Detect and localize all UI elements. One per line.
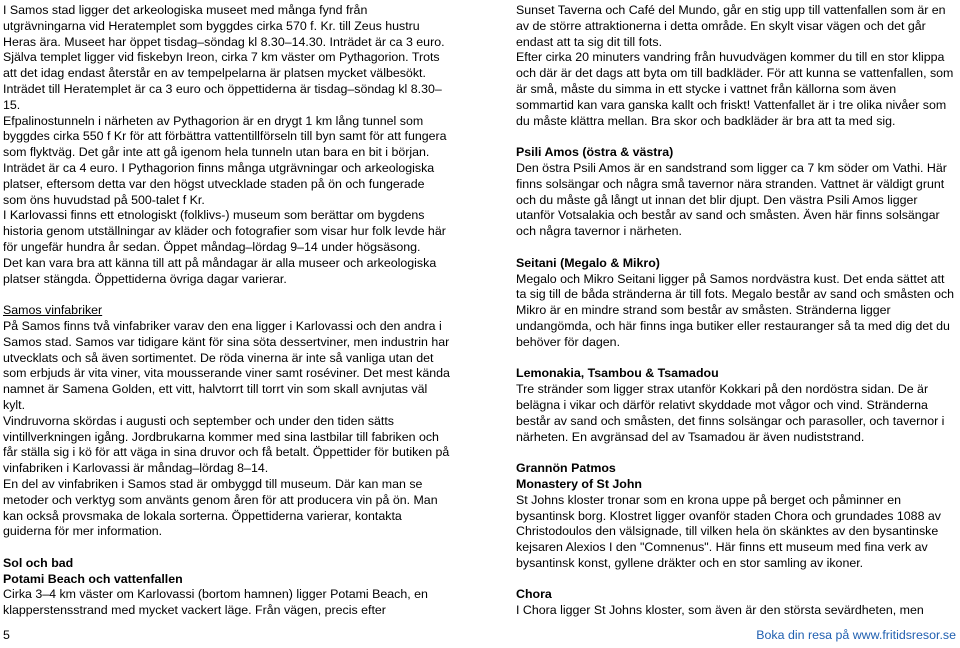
- lemonakia-paragraph: Tre stränder som ligger strax utanför Kokkari på den nordöstra sidan. De är belägna i vikar och därför relativt skyddade mot vågor och vind. Stränderna består av sand och småsten, det finns solsängar och parasoller, och tavernor i närheten. En avgränsad del av Tsamadou är även nudiststrand.: [516, 382, 945, 444]
- seitani-paragraph: Megalo och Mikro Seitani ligger på Samos nordvästra kust. Det enda sättet att ta sig till de båda stränderna är till fots. Megalo består av sand och småsten och Mikro är en mindre strand som består av småsten. Stränderna ligger undangömda, och här finns inga butiker eller restauranger så ta med dig det du behöver för dagen.: [516, 271, 955, 349]
- sun-and-beach-heading: Sol och bad: [3, 555, 74, 570]
- right-column: [516, 3, 956, 619]
- potami-paragraph: Cirka 3–4 km väster om Karlovassi (bortom hamnen) ligger Potami Beach, en klapperstensstrand med mycket vackert läge. Från vägen, precis efter: [3, 587, 428, 618]
- psili-amos-paragraph: Den östra Psili Amos är en sandstrand som ligger ca 7 km söder om Vathi. Här finns solsängar och några små tavernor nära stranden. Vattnet är väldigt grunt och du måste gå långt ut innan det blir djupt. Den västra Psili Amos ligger utanför Votsalakia och består av sand och småsten. Även här finns solsängar och några tavernor i närheten.: [516, 160, 947, 239]
- monastery-paragraph: St Johns kloster tronar som en krona uppe på berget och påminner en bysantinsk borg. Klostret ligger ovanför staden Chora och grundades 1088 av Christodoulos den välsignade, till vilken hela ön skänktes av den bysantinske kejsaren Alexios I den "Comnenus". Här finns ett museum med fina verk av bysantinsk konst, gyllene dräkter och en stor samling av ikoner.: [516, 492, 941, 570]
- spacer: [516, 240, 956, 256]
- harvest-paragraph: Vindruvorna skördas i augusti och september och under den tiden sätts vintillverkningen igång. Jordbrukarna kommer med sina lastbilar till fabriken och får ställa sig i kö för att väga in sina druvor och få betalt. Öppettider för butiken på vinfabriken i Karlovassi är måndag–lördag 8–14.: [3, 413, 450, 476]
- spacer: [516, 129, 956, 145]
- left-column: [3, 3, 450, 619]
- museum-paragraph: I Samos stad ligger det arkeologiska museet med många fynd från utgrävningarna vid Heratemplet som byggdes cirka 570 f. Kr. till Zeus hustru Heras ära. Museet har öppet tisdag–söndag kl 8.30–14.30. Inträdet är ca 3 euro. Själva templet ligger vid fiskebyn Ireon, cirka 7 km väster om Pythagorion. Trots att det idag endast återstår en av tempelpelarna är platsen mycket välbesökt. Inträdet till Heratemplet är ca 3 euro och öppettiderna är tisdag–söndag kl 8.30–15.: [3, 3, 445, 112]
- wineries-heading: Samos vinfabriker: [3, 303, 103, 318]
- booking-link[interactable]: Boka din resa på www.fritidsresor.se: [756, 628, 956, 642]
- seitani-heading: Seitani (Megalo & Mikro): [516, 255, 660, 270]
- spacer: [516, 351, 956, 367]
- sunset-paragraph: Sunset Taverna och Café del Mundo, går en stig upp till vattenfallen som är en av de större attraktionerna i detta område. En skylt visar vägen och det går endast att ta sig dit till fots.: [516, 3, 946, 49]
- psili-amos-heading: Psili Amos (östra & västra): [516, 145, 674, 160]
- waterfall-paragraph: Efter cirka 20 minuters vandring från huvudvägen kommer du till en stor klippa och där är det dags att byta om till badkläder. För att kunna se vattenfallen, som är små, måste du simma in ett stycke i vattnet från källorna som även sommartid kan vara ganska kallt och friskt! Vattenfallet är i tre olika nivåer som du måste klättra mellan. Bra skor och badkläder är bra att ta med sig.: [516, 50, 954, 128]
- page-number: 5: [3, 628, 10, 642]
- spacer: [3, 540, 450, 556]
- wineries-paragraph: På Samos finns två vinfabriker varav den ena ligger i Karlovassi och den andra i Samos stad. Samos var tidigare känt för sina söta dessertviner, men industrin har utvecklats och så även sortimentet. De röda vinerna är inte så vanliga utan det som erbjuds är vita viner, vita mousserande viner samt roséviner. Det mest kända namnet är Samena Golden, ett vitt, halvtorrt till torrt vin som skall avnjutas väl kylt.: [3, 318, 450, 412]
- spacer: [3, 287, 450, 303]
- wine-museum-paragraph: En del av vinfabriken i Samos stad är ombyggd till museum. Där kan man se metoder och verktyg som använts genom åren för att producera vin på ön. Man kan också provsmaka de lokala sorterna. Öppettiderna varierar, kontakta guiderna för mer information.: [3, 476, 438, 539]
- monastery-heading: Monastery of St John: [516, 476, 642, 491]
- potami-heading: Potami Beach och vattenfallen: [3, 571, 183, 586]
- folklore-museum-paragraph: I Karlovassi finns ett etnologiskt (folklivs-) museum som berättar om bygdens historia genom utställningar av kläder och fotografier som visar hur folk levde här för ungefär hundra år sedan. Öppet måndag–lördag 9–14 under högsäsong.: [3, 208, 446, 254]
- lemonakia-heading: Lemonakia, Tsambou & Tsamadou: [516, 366, 719, 381]
- patmos-heading: Grannön Patmos: [516, 461, 616, 476]
- chora-paragraph: I Chora ligger St Johns kloster, som även är den största sevärdheten, men: [516, 603, 924, 618]
- spacer: [516, 445, 956, 461]
- closed-mondays-paragraph: Det kan vara bra att känna till att på måndagar är alla museer och arkeologiska platser stängda. Öppettiderna övriga dagar varierar.: [3, 255, 437, 286]
- spacer: [516, 572, 956, 588]
- tunnel-paragraph: Efpalinostunneln i närheten av Pythagorion är en drygt 1 km lång tunnel som byggdes cirka 550 f Kr för att förbättra vattentillförseln till byn samt för att fungera som flyktväg. Det går inte att gå igenom hela tunneln utan bara en bit i början. Inträdet är ca 4 euro. I Pythagorion finns många utgrävningar och arkeologiska platser, eftersom detta var den högst utvecklade staden på ön och fungerade som öns huvudstad på 500-talet f Kr.: [3, 113, 447, 207]
- chora-heading: Chora: [516, 587, 552, 602]
